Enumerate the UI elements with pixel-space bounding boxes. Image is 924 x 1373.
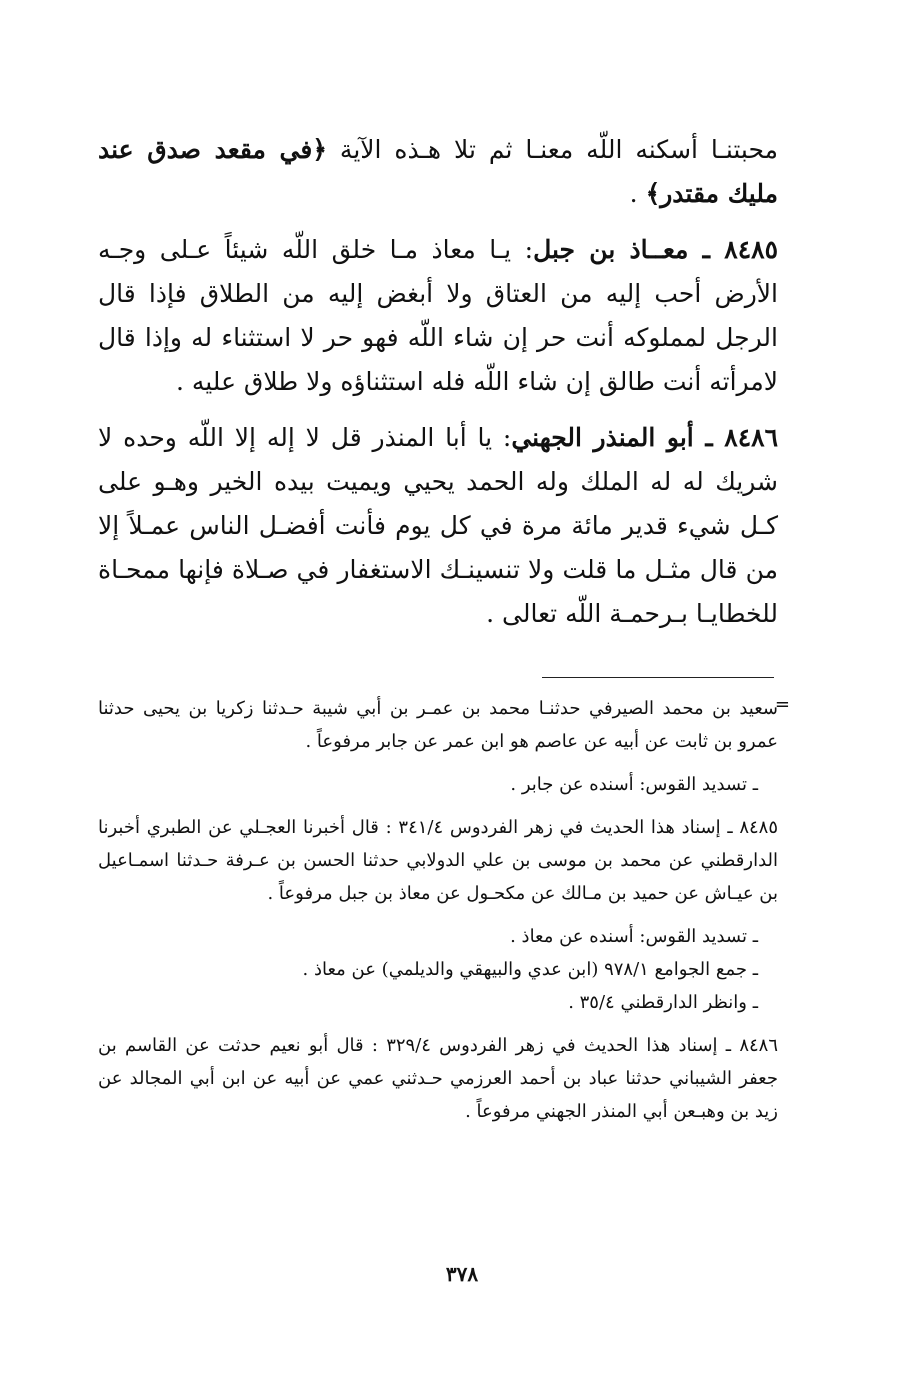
hadith-narrator: أبو المنذر الجهني [511,423,694,452]
footnote-line: ـ تسديد القوس: أسنده عن معاذ . [510,926,758,947]
quran-verse: ﴿في مقعد صدق عند مليك مقتدر﴾ [98,135,778,208]
hadith-body: : يـا معاذ مـا خلق اللّه شيئاً عـلى وجـه الأرض أحب إليه من العتاق ولا أبغض إليه من الطلاق فإذا قال الرجل لمملوكه أنت حر إن شاء اللّه فهو حر لا استثناء له وإذا قال لامرأته أنت طالق إن شاء اللّه فله استثناؤه ولا طلاق عليه . [98,235,778,396]
hadith-8485 [98,228,778,404]
hadith-body: : يا أبا المنذر قل لا إله إلا اللّه وحده لا شريك له له الملك وله الحمد يحيي ويميت بيده الخير وهـو على كـل شيء قدير مائة مرة في كل يوم فأنت أفضـل الناس عمـلاً إلا من قال مثـل ما قلت ولا تنسينـك الاستغفار في صـلاة فإنها ممحـاة للخطايـا بـرحمـة اللّه تعالى . [98,423,778,628]
footnote-continuation-mark: = [774,694,790,715]
footnote-line: ـ تسديد القوس: أسنده عن جابر . [510,774,758,795]
footnote-line: ـ جمع الجوامع ٩٧٨/١ (ابن عدي والبيهقي والديلمي) عن معاذ . [302,959,758,980]
paragraph-text-end: . [629,179,646,208]
footnote-separator [542,677,774,678]
footnote-8485: ٨٤٨٥ ـ إسناد هذا الحديث في زهر الفردوس ٣٤١/٤ : قال أخبرنا العجـلي عن الطبري أخبرنا الدارقطني عن محمد بن موسى بن علي الدولابي حدثنا الحسن بن عـرفة حـدثنا اسمـاعيل بن عيـاش عن حميد بن مـالك عن مكحـول عن معاذ بن جبل مرفوعاً . [98,817,778,904]
page-number: ٣٧٨ [445,1262,479,1286]
paragraph-continuation [98,128,778,216]
hadith-narrator: معــاذ بن جبل [533,235,689,264]
footnotes [98,692,778,1128]
footnote-8486: ٨٤٨٦ ـ إسناد هذا الحديث في زهر الفردوس ٣٢٩/٤ : قال أبو نعيم حدثت عن القاسم بن جعفر الشيباني حدثنا عباد بن أحمد العرزمي حـدثني عمي عن أبيه عن ابن أبي المجالد عن زيد بن وهبـعن أبي المنذر الجهني مرفوعاً . [98,1035,778,1122]
footnote-continued: سعيد بن محمد الصيرفي حدثنـا محمد بن عمـر بن أبي شيبة حـدثنا زكريا بن يحيى حدثنا عمرو بن ثابت عن أبيه عن عاصم هو ابن عمر عن جابر مرفوعاً . [98,698,778,752]
hadith-number: ٨٤٨٦ ـ [693,423,779,452]
hadith-8486 [98,416,778,636]
main-text [98,128,778,636]
footnote-line: ـ وانظر الدارقطني ٣٥/٤ . [568,992,758,1013]
paragraph-text: محبتنـا أسكنه اللّه معنـا ثم تلا هـذه الآية [327,135,778,164]
hadith-number: ٨٤٨٥ ـ [688,235,778,264]
